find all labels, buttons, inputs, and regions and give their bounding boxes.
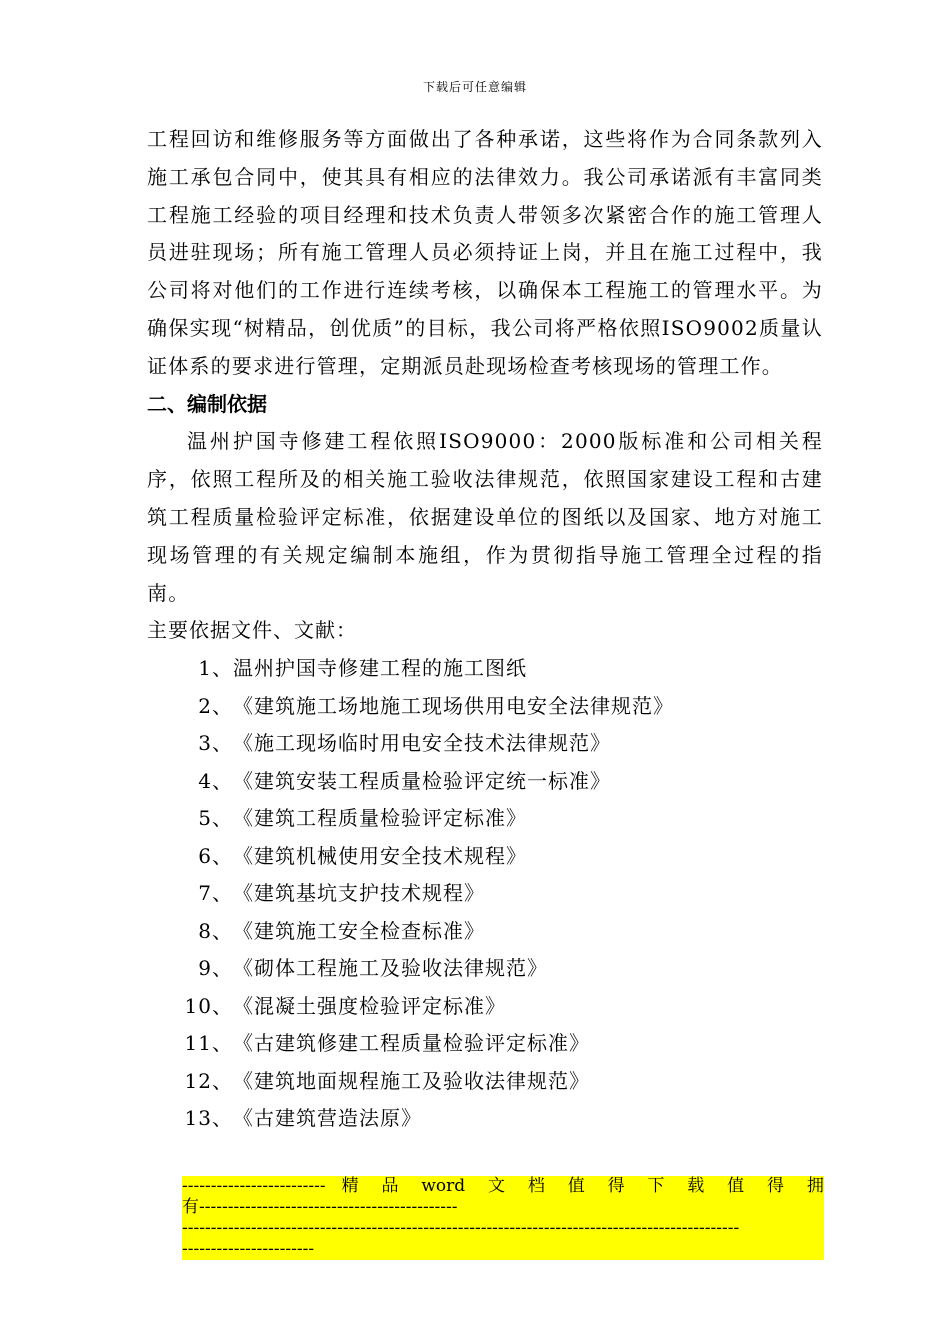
footer-word: 得	[607, 1176, 625, 1196]
list-item	[147, 875, 823, 913]
list-item-number: 10、	[184, 993, 233, 1018]
footer-line-2: 有---------------------------------------------	[182, 1197, 458, 1217]
references-label: 主要依据文件、文献：	[147, 618, 357, 643]
footer-word: 值	[727, 1176, 745, 1196]
list-item-number: 2、	[198, 693, 233, 718]
list-item-number: 13、	[184, 1106, 233, 1131]
footer-word: 值	[567, 1176, 585, 1196]
footer-line-1	[182, 1176, 824, 1197]
list-item-number: 9、	[198, 956, 233, 981]
list-item-number: 1、	[198, 656, 233, 681]
footer-word: 文	[487, 1176, 505, 1196]
list-item-number: 4、	[198, 768, 233, 793]
list-item	[147, 688, 823, 726]
footer-word: 品	[381, 1176, 399, 1196]
list-item	[147, 800, 823, 838]
list-item	[147, 988, 823, 1026]
page-header: 下载后可任意编辑	[422, 80, 527, 94]
document-body	[147, 121, 823, 1138]
list-item	[147, 950, 823, 988]
footer-line-3: -------------------------------------------------------------------------------------------------	[182, 1218, 740, 1238]
paragraph-basis: 温州护国寺修建工程依照ISO9000：2000版标准和公司相关程序，依照工程所及的相关施工验收法律规范，依照国家建设工程和古建筑工程质量检验评定标准，依据建设单位的图纸以及国家、地方对施工现场管理的有关规定编制本施组，作为贯彻指导施工管理全过程的指南。	[147, 429, 823, 605]
list-item-number: 3、	[198, 731, 233, 756]
section-heading: 二、编制依据	[147, 391, 267, 416]
list-item	[147, 650, 823, 688]
footer-slogan	[342, 1176, 824, 1197]
list-item-title: 《古建筑营造法原》	[233, 1106, 422, 1131]
list-item-title: 温州护国寺修建工程的施工图纸	[233, 656, 527, 681]
footer-word: 载	[687, 1176, 705, 1196]
list-item-title: 《建筑地面规程施工及验收法律规范》	[233, 1068, 590, 1093]
list-item-title: 《砌体工程施工及验收法律规范》	[233, 956, 548, 981]
list-item-number: 8、	[198, 918, 233, 943]
footer-line-4: -----------------------	[182, 1239, 315, 1259]
footer-word: word	[421, 1176, 466, 1196]
list-item-number: 12、	[184, 1068, 233, 1093]
list-item-number: 6、	[198, 843, 233, 868]
list-item	[147, 838, 823, 876]
footer-dashes: -------------------------	[182, 1176, 326, 1196]
list-item	[147, 725, 823, 763]
list-item-title: 《建筑工程质量检验评定标准》	[233, 806, 527, 831]
list-item-number: 5、	[198, 806, 233, 831]
list-item	[147, 1025, 823, 1063]
footer-word: 精	[341, 1176, 359, 1196]
list-item-title: 《建筑基坑支护技术规程》	[233, 881, 485, 906]
list-item-title: 《建筑施工安全检查标准》	[233, 918, 485, 943]
list-item-title: 《施工现场临时用电安全技术法律规范》	[233, 731, 611, 756]
list-item-number: 11、	[184, 1031, 233, 1056]
list-item-number: 7、	[198, 881, 233, 906]
footer-word: 拥	[806, 1176, 824, 1196]
list-item-title: 《建筑施工场地施工现场供用电安全法律规范》	[233, 693, 674, 718]
list-item-title: 《混凝土强度检验评定标准》	[233, 993, 506, 1018]
footer-word: 得	[767, 1176, 784, 1196]
list-item	[147, 1100, 823, 1138]
footer-word: 下	[647, 1176, 665, 1196]
paragraph-commitments: 工程回访和维修服务等方面做出了各种承诺，这些将作为合同条款列入施工承包合同中，使其具有相应的法律效力。我公司承诺派有丰富同类工程施工经验的项目经理和技术负责人带领多次紧密合作的施工管理人员进驻现场；所有施工管理人员必须持证上岗，并且在施工过程中，我公司将对他们的工作进行连续考核，以确保本工程施工的管理水平。为确保实现“树精品，创优质”的目标，我公司将严格依照ISO9002质量认证体系的要求进行管理，定期派员赴现场检查考核现场的管理工作。	[147, 127, 823, 378]
list-item	[147, 913, 823, 951]
footer-word: 档	[527, 1176, 545, 1196]
list-item-title: 《建筑机械使用安全技术规程》	[233, 843, 527, 868]
references-list	[147, 650, 823, 1138]
list-item	[147, 1063, 823, 1101]
list-item-title: 《古建筑修建工程质量检验评定标准》	[233, 1031, 590, 1056]
watermark-footer	[182, 1176, 824, 1260]
list-item	[147, 763, 823, 801]
list-item-title: 《建筑安装工程质量检验评定统一标准》	[233, 768, 611, 793]
